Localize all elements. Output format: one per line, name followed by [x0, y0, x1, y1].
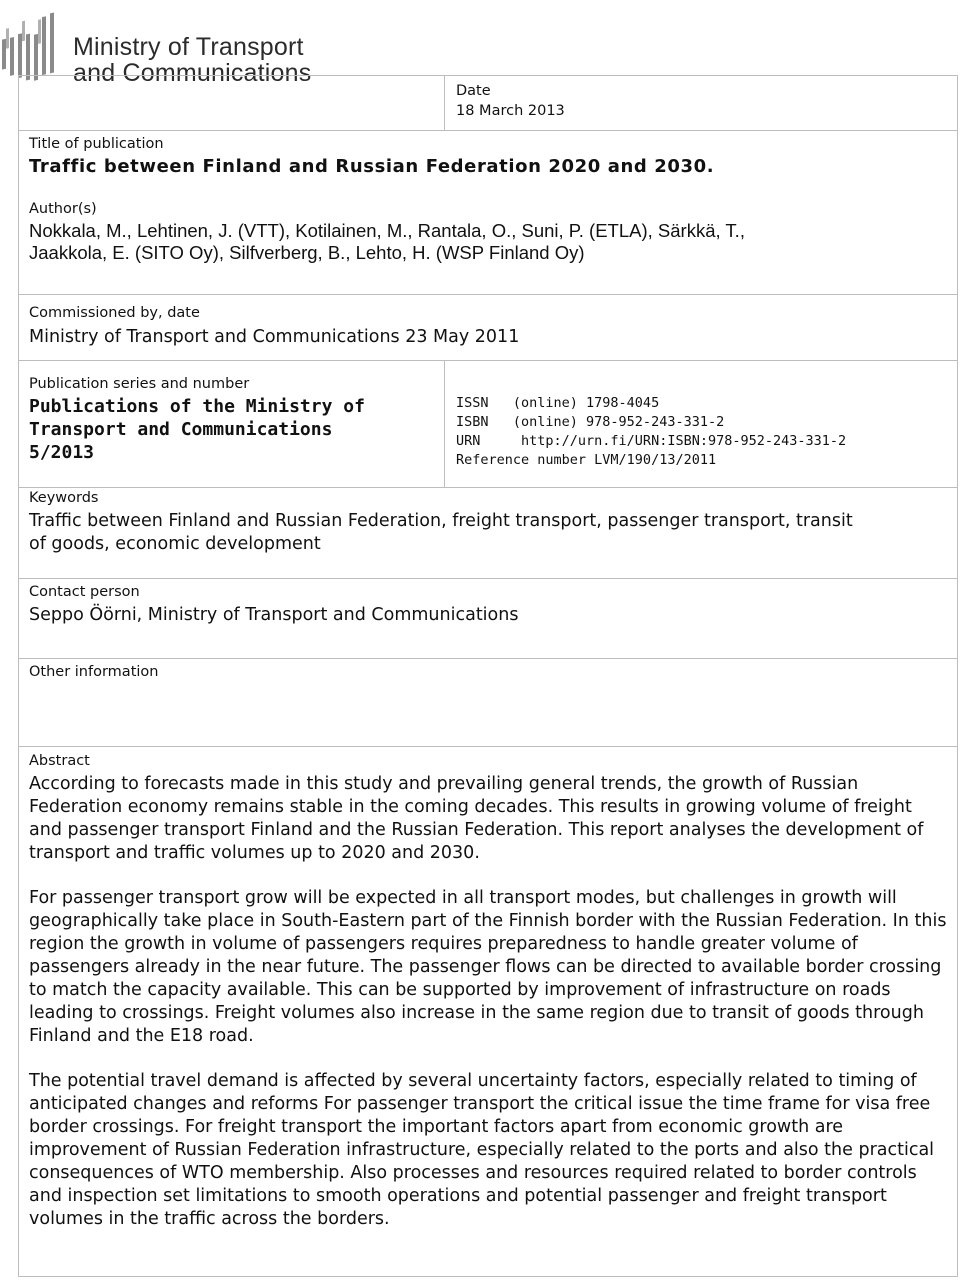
abstract-paragraph: For passenger transport grow will be expected in all transport modes, but challenges in growth will geographically take place in South-Eastern part of the Finnish border with the Russian Federation. In this region the growth in volume of passengers requires preparedness to handle greater volume of passengers already in the near future. The passenger flows can be directed to available border crossing to match the capacity available. This can be supported by improvement of infrastructure on roads leading to crossings. Freight volumes also increase in the same region due to transit of goods through Finland and the E18 road.: [29, 888, 947, 1046]
logo-line-2: and Communications: [73, 59, 312, 87]
series-divider: [444, 360, 445, 487]
keywords-line-2: of goods, economic development: [29, 534, 321, 554]
urn: URN http://urn.fi/URN:ISBN:978-952-243-331-2: [456, 433, 847, 449]
keywords-section: [29, 489, 853, 556]
authors-line-1: Nokkala, M., Lehtinen, J. (VTT), Kotilainen, M., Rantala, O., Suni, P. (ETLA), Särkkä, T.,: [29, 220, 745, 241]
series-label: Publication series and number: [29, 376, 250, 392]
divider: [18, 746, 958, 747]
authors-label: Author(s): [29, 201, 97, 217]
abstract-paragraph: The potential travel demand is affected by several uncertainty factors, especially related to timing of anticipated changes and reforms For passenger transport the critical issue the time frame for visa free border crossings. For freight transport the important factors apart from economic growth are improvement of Russian Federation infrastructure, especially related to the ports and also the practical consequences of WTO membership. Also processes and resources required related to border controls and inspection set limitations to smooth operations and potential passenger and freight transport volumes in the traffic across the borders.: [29, 1071, 935, 1229]
logo-line-1: Ministry of Transport: [73, 33, 304, 61]
divider: [18, 658, 958, 659]
authors-section: [29, 200, 745, 264]
divider: [18, 360, 958, 361]
series-line-2: Transport and Communications: [29, 419, 333, 440]
isbn: ISBN (online) 978-952-243-331-2: [456, 414, 725, 430]
date-divider: [444, 75, 445, 130]
commissioned-section: [29, 304, 519, 349]
date-value: 18 March 2013: [456, 103, 565, 119]
contact-label: Contact person: [29, 584, 140, 600]
contact-section: [29, 583, 518, 627]
identifiers-section: [456, 394, 846, 470]
commissioned-label: Commissioned by, date: [29, 305, 200, 321]
other-info-label: Other information: [29, 664, 159, 680]
authors-line-2: Jaakkola, E. (SITO Oy), Silfverberg, B., Lehto, H. (WSP Finland Oy): [29, 242, 585, 263]
keywords-label: Keywords: [29, 490, 99, 506]
publication-title: Traffic between Finland and Russian Federation 2020 and 2030.: [29, 156, 715, 177]
abstract-label: Abstract: [29, 753, 90, 769]
date-label: Date: [456, 83, 491, 99]
series-section: [29, 375, 365, 464]
divider: [18, 130, 958, 131]
other-info-section: [29, 663, 158, 681]
reference-number: Reference number LVM/190/13/2011: [456, 452, 717, 468]
divider: [18, 487, 958, 488]
commissioned-value: Ministry of Transport and Communications 23 May 2011: [29, 327, 520, 347]
date-section: [456, 82, 565, 120]
abstract-paragraph: According to forecasts made in this study and prevailing general trends, the growth of Russian Federation economy remains stable in the coming decades. This results in growing volume of freight and passenger transport Finland and the Russian Federation. This report analyses the development of transport and traffic volumes up to 2020 and 2030.: [29, 774, 924, 863]
series-line-1: Publications of the Ministry of: [29, 396, 365, 417]
issn: ISSN (online) 1798-4045: [456, 395, 660, 411]
contact-value: Seppo Öörni, Ministry of Transport and Communications: [29, 605, 519, 625]
keywords-line-1: Traffic between Finland and Russian Federation, freight transport, passenger transport, transit: [29, 511, 853, 531]
title-label: Title of publication: [29, 136, 164, 152]
series-number: 5/2013: [29, 442, 95, 463]
divider: [18, 578, 958, 579]
title-section: [29, 135, 714, 178]
abstract-section: [29, 752, 949, 1253]
divider: [18, 294, 958, 295]
